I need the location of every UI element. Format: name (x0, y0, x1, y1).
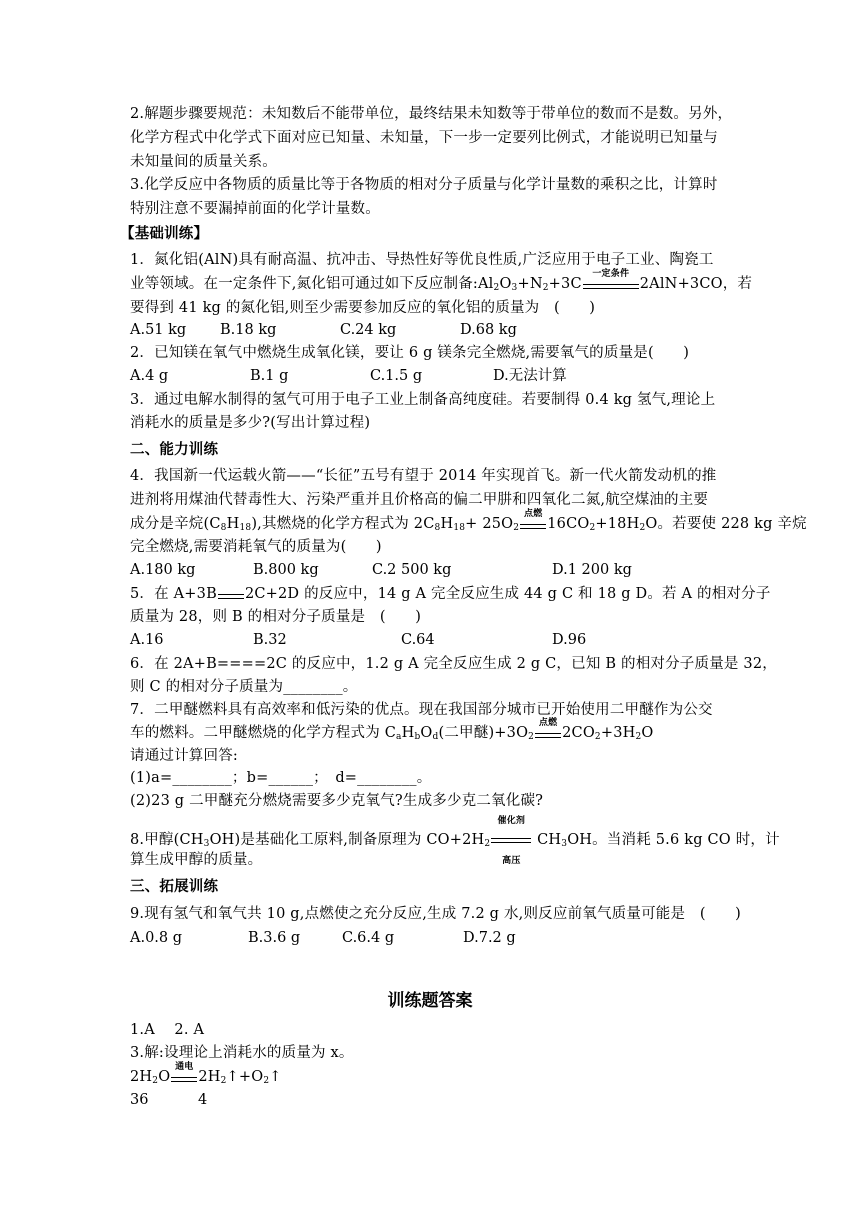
q5-line-2: 质量为 28，则 B 的相对分子质量是 ( ) (130, 609, 422, 625)
q4-line-2: 进剂将用煤油代替毒性大、污染严重并且价格高的偏二甲肼和四氧化二氮,航空煤油的主要 (130, 492, 709, 508)
reaction-condition-sign (171, 1062, 197, 1083)
q1-text: +N (517, 276, 543, 292)
q4-text: + 25O (465, 516, 514, 532)
q7-text: +3H (600, 725, 636, 741)
reaction-sign (218, 588, 244, 600)
q7-text: 2CO (562, 725, 595, 741)
q4-text: H (440, 516, 454, 532)
reaction-condition-sign (583, 269, 639, 290)
answer-text: ↑+O (226, 1069, 264, 1085)
q2-option-d: D.无法计算 (493, 368, 567, 384)
answers-line-1: 1.A 2. A (130, 1022, 205, 1038)
q7-text: H (401, 725, 415, 741)
note-2-line-2: 化学方程式中化学式下面对应已知量、未知量，下一步一定要列比例式，才能说明已知量与 (130, 130, 718, 146)
q6-line-2: 则 C 的相对分子质量为________。 (130, 679, 358, 695)
subscript: 8 (434, 523, 441, 533)
reaction-condition: 催化剂 (497, 816, 526, 826)
q2-line-1: 2．已知镁在氧气中燃烧生成氧化镁，要让 6 g 镁条完全燃烧,需要氧气的质量是( ) (130, 345, 690, 361)
subscript: 2 (513, 523, 520, 533)
reaction-condition-sign (520, 509, 546, 530)
q8-text: OH)是基础化工原料,制备原理为 CO+2H (209, 832, 485, 848)
q8-text: OH。当消耗 5.6 kg CO 时，计 (567, 832, 780, 848)
answers-line-2: 3.解:设理论上消耗水的质量为 x。 (130, 1045, 354, 1061)
q4-option-c: C.2 500 kg (372, 562, 452, 578)
answers-mass-water: 36 (130, 1092, 149, 1108)
q1-option-a: A.51 kg (130, 322, 187, 338)
q5-text: 2C+2D 的反应中，14 g A 完全反应生成 44 g C 和 18 g D。若 A 的相对分子 (244, 586, 771, 602)
q5-option-b: B.32 (253, 632, 287, 648)
q7-text: (二甲醚)+3O (438, 725, 529, 741)
q4-text: H (226, 516, 240, 532)
q5-line-1 (130, 584, 771, 604)
subscript: 2 (639, 523, 646, 533)
q1-line-2 (130, 269, 753, 298)
q5-option-a: A.16 (130, 632, 164, 648)
reaction-condition: 高压 (502, 856, 521, 866)
subscript: a (396, 732, 402, 742)
note-3-line-1: 3.化学反应中各物质的质量比等于各物质的相对分子质量与化学计量数的乘积之比，计算时 (130, 177, 718, 193)
q5-option-c: C.64 (401, 632, 435, 648)
section-basic-heading: 【基础训练】 (120, 226, 209, 242)
q4-text: 成分是辛烷(C (130, 516, 221, 532)
q4-line-1: 4．我国新一代运载火箭——“长征”五号有望于 2014 年实现首飞。新一代火箭发动机的推 (130, 468, 717, 484)
q4-line-4: 完全燃烧,需要消耗氧气的质量为( ) (130, 539, 382, 555)
subscript: 3 (203, 839, 210, 849)
subscript: 18 (239, 523, 252, 533)
subscript: 2 (484, 839, 491, 849)
q2-option-c: C.1.5 g (370, 368, 423, 384)
q5-option-d: D.96 (552, 632, 587, 648)
reaction-condition: 点燃 (538, 718, 558, 728)
subscript: 3 (561, 839, 568, 849)
answer-text: 2H (130, 1069, 153, 1085)
subscript: 8 (220, 523, 227, 533)
q1-line-3: 要得到 41 kg 的氮化铝,则至少需要参加反应的氧化铝的质量为 ( ) (130, 300, 596, 316)
subscript: d (432, 732, 439, 742)
reaction-condition-sign (491, 816, 531, 866)
q4-option-b: B.800 kg (253, 562, 319, 578)
subscript: 2 (152, 1076, 159, 1086)
answers-title: 训练题答案 (387, 991, 473, 1011)
subscript: 3 (511, 283, 518, 293)
q9-line-1: 9.现有氢气和氧气共 10 g,点燃使之充分反应,生成 7.2 g 水,则反应前氧气质量可能是 ( ) (130, 906, 741, 922)
subscript: 2 (263, 1076, 270, 1086)
q1-line-1: 1．氮化铝(AlN)具有耐高温、抗冲击、导热性好等优良性质,广泛应用于电子工业、陶瓷工 (130, 252, 714, 268)
q1-text: 2AlN+3CO，若 (639, 276, 753, 292)
q4-text: +18H (595, 516, 640, 532)
q4-text: ),其燃烧的化学方程式为 2C (251, 516, 435, 532)
q5-text: 5．在 A+3B (130, 586, 217, 602)
reaction-condition: 一定条件 (592, 269, 630, 279)
q4-line-3 (130, 509, 807, 538)
q7-line-1: 7．二甲醚燃料具有高效率和低污染的优点。现在我国部分城市已开始使用二甲醚作为公交 (130, 702, 713, 718)
q8-line-2: 算生成甲醇的质量。 (130, 852, 263, 868)
q9-option-c: C.6.4 g (342, 930, 395, 946)
section-ability-heading: 二、能力训练 (130, 442, 219, 458)
q8-text: CH (532, 832, 562, 848)
q9-option-a: A.0.8 g (130, 930, 183, 946)
q1-text: 业等领域。在一定条件下,氮化铝可通过如下反应制备:Al (130, 276, 494, 292)
q7-text: 车的燃料。二甲醚燃烧的化学方程式为 C (130, 725, 397, 741)
q2-option-a: A.4 g (130, 368, 169, 384)
q1-text: O (499, 276, 512, 292)
q4-option-d: D.1 200 kg (552, 562, 632, 578)
q7-text: O (641, 725, 654, 741)
subscript: 2 (493, 283, 500, 293)
q7-line-3: 请通过计算回答: (130, 748, 238, 764)
subscript: 2 (542, 283, 549, 293)
note-2-line-1: 2.解题步骤要规范：未知数后不能带单位，最终结果未知数等于带单位的数而不是数。另外， (130, 106, 733, 122)
answers-equation (130, 1062, 282, 1091)
q4-text: 16CO (547, 516, 590, 532)
q4-text: O。若要使 228 kg 辛烷 (645, 516, 807, 532)
q3-line-2: 消耗水的质量是多少?(写出计算过程) (130, 415, 371, 431)
q1-text: +3C (548, 276, 582, 292)
subscript: b (414, 732, 421, 742)
subscript: 2 (594, 732, 601, 742)
subscript: 2 (635, 732, 642, 742)
answer-text: ↑ (269, 1069, 282, 1085)
q2-option-b: B.1 g (250, 368, 289, 384)
reaction-condition: 通电 (175, 1062, 194, 1072)
note-2-line-3: 未知量间的质量关系。 (130, 154, 277, 170)
subscript: 2 (220, 1076, 227, 1086)
q8-text: 8.甲醇(CH (130, 832, 204, 848)
q3-line-1: 3．通过电解水制得的氢气可用于电子工业上制备高纯度硅。若要制得 0.4 kg 氢气,理论上 (130, 392, 716, 408)
q4-option-a: A.180 kg (130, 562, 196, 578)
q7-line-2 (130, 718, 654, 747)
reaction-condition-sign (535, 718, 561, 739)
subscript: 2 (528, 732, 535, 742)
answer-text: O (158, 1069, 171, 1085)
q1-option-b: B.18 kg (220, 322, 277, 338)
answer-text: 2H (198, 1069, 221, 1085)
subscript: 2 (589, 523, 596, 533)
note-3-line-2: 特别注意不要漏掉前面的化学计量数。 (130, 201, 380, 217)
q7-text: O (420, 725, 433, 741)
q1-option-d: D.68 kg (460, 322, 517, 338)
answers-mass-hydrogen: 4 (198, 1092, 208, 1108)
subscript: 18 (453, 523, 466, 533)
q7-line-5: (2)23 g 二甲醚充分燃烧需要多少克氧气?生成多少克二氧化碳? (130, 793, 544, 809)
q7-line-4: (1)a=________；b=______； d=________。 (130, 770, 432, 786)
section-extend-heading: 三、拓展训练 (130, 879, 219, 895)
q6-line-1: 6．在 2A+B====2C 的反应中，1.2 g A 完全反应生成 2 g C，已知 B 的相对分子质量是 32， (130, 656, 777, 672)
q9-option-d: D.7.2 g (463, 930, 516, 946)
q9-option-b: B.3.6 g (248, 930, 301, 946)
q1-option-c: C.24 kg (340, 322, 397, 338)
reaction-condition: 点燃 (524, 509, 543, 519)
